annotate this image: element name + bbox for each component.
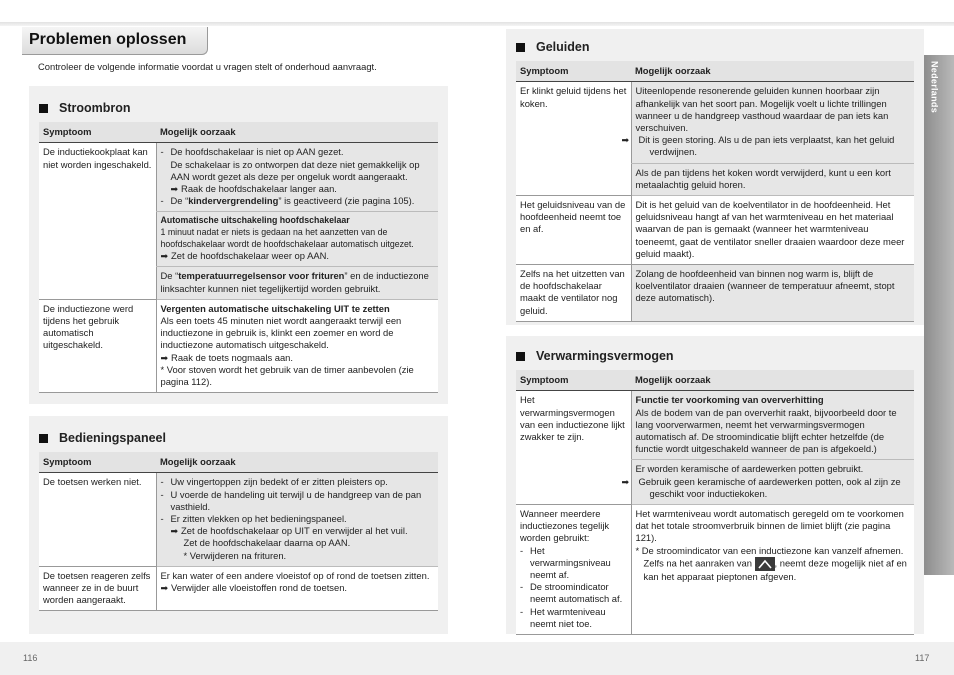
bedieningspaneel-table	[39, 452, 438, 611]
table-row	[516, 82, 914, 163]
section-heading: Bedieningspaneel	[39, 428, 438, 448]
cause-cell: Als de pan tijdens het koken wordt verwijderd, kunt u een kort metaalachtig geluid horen.	[631, 163, 914, 195]
geluiden-table	[516, 61, 914, 322]
square-bullet-icon	[39, 434, 48, 443]
square-bullet-icon	[39, 104, 48, 113]
col-cause: Mogelijk oorzaak	[156, 452, 438, 473]
cause-cell: Dit is het geluid van de koelventilator in de hoofdeenheid. Het geluidsniveau hangt af van het warmteniveau en het materiaal waarvan de pan is gemaakt (wanneer het warmteniveau toeneemt, gaat de ventilator sneller draaien waardoor deze meer geluid maakt).	[631, 196, 914, 265]
symptom-cell: De toetsen reageren zelfs wanneer ze in de buurt worden aangeraakt.	[39, 566, 156, 611]
section-geluiden	[506, 29, 924, 325]
col-symptom: Symptoom	[516, 370, 631, 391]
section-heading: Stroombron	[39, 98, 438, 118]
cause-cell: Er kan water of een andere vloeistof op of rond de toetsen zitten. ➡ Verwijder alle vloeistoffen rond de toetsen.	[156, 566, 438, 611]
table-row	[516, 265, 914, 322]
table-row	[516, 505, 914, 635]
title-tab	[22, 27, 208, 55]
square-bullet-icon	[516, 43, 525, 52]
section-verwarmingsvermogen	[506, 336, 924, 634]
arrow-right-icon: ➡	[170, 526, 179, 537]
col-cause: Mogelijk oorzaak	[156, 122, 438, 143]
symptom-cell: Het geluidsniveau van de hoofdeenheid neemt toe en af.	[516, 196, 631, 265]
arrow-right-icon: ➡	[170, 184, 179, 195]
table-row	[516, 391, 914, 460]
symptom-cell: De inductiezone werd tijdens het gebruik automatisch uitgeschakeld.	[39, 299, 156, 392]
cause-cell: Automatische uitschakeling hoofdschakelaar 1 minuut nadat er niets is gedaan na het aanzetten van de hoofdschakelaar wordt de hoofdschakelaar automatisch uitgezet. ➡ Zet de hoofdschakelaar weer op AAN.	[156, 212, 438, 267]
section-heading: Verwarmingsvermogen	[516, 346, 914, 366]
page-title: Problemen oplossen	[29, 31, 187, 48]
section-stroombron	[29, 86, 448, 404]
col-cause: Mogelijk oorzaak	[631, 370, 914, 391]
symptom-cell: Wanneer meerdere inductiezones tegelijk worden gebruikt: - Het verwarmingsniveau neemt af. - De stroomindicator neemt automatisch af. - Het warmteniveau neemt niet toe.	[516, 505, 631, 635]
square-bullet-icon	[516, 352, 525, 361]
verwarmingsvermogen-table	[516, 370, 914, 635]
arrow-right-icon: ➡	[160, 352, 169, 363]
footer-bar	[0, 642, 954, 675]
cause-cell: Functie ter voorkoming van oververhitting Als de bodem van de pan oververhit raakt, bijvoorbeeld door te lang voorverwarmen, neemt het verwarmingsvermogen automatisch af. De stroomindicatie blijft echter hetzelfde (de functie wordt uitgeschakeld wanneer de pan is afgekoeld.)	[631, 391, 914, 460]
table-row	[39, 566, 438, 611]
page-number-left: 116	[23, 653, 38, 663]
side-language-tab: Nederlands	[924, 55, 954, 575]
stroombron-table	[39, 122, 438, 393]
table-row	[516, 196, 914, 265]
section-bedieningspaneel	[29, 416, 448, 634]
cause-cell: - Uw vingertoppen zijn bedekt of er zitten pleisters op. - U voerde de handeling uit terwijl u de handgreep van de pan vasthield. - Er zitten vlekken op het bedieningspaneel. ➡ Zet de hoofdschakelaar op UIT en verwijder al het vuil. Zet de hoofdschakelaar daarna op AAN. * Verwijderen na frituren.	[156, 473, 438, 566]
symptom-cell: Er klinkt geluid tijdens het koken.	[516, 82, 631, 196]
col-cause: Mogelijk oorzaak	[631, 61, 914, 82]
table-row	[39, 299, 438, 392]
chevron-up-key-icon	[755, 557, 775, 571]
table-row	[39, 473, 438, 566]
cause-cell: Er worden keramische of aardewerken potten gebruikt. Gebruik geen keramische of aardewerken potten, ook al zijn ze geschikt voor inductiekoken.	[631, 460, 914, 505]
symptom-cell: Zelfs na het uitzetten van de hoofdschakelaar maakt de ventilator nog geluid.	[516, 265, 631, 322]
intro-text: Controleer de volgende informatie voordat u vragen stelt of onderhoud aanvraagt.	[38, 61, 377, 72]
top-rule	[0, 22, 954, 26]
symptom-cell: De inductiekookplaat kan niet worden ingeschakeld.	[39, 143, 156, 299]
cause-cell: Uiteenlopende resonerende geluiden kunnen hoorbaar zijn afhankelijk van het soort pan. Mogelijk voelt u lichte trillingen wanneer u de handgreep vasthoud waardaar de pan iets kan verschuiven. Dit is geen storing. Als u de pan iets verplaatst, kan het geluid verdwijnen.	[631, 82, 914, 163]
symptom-cell: De toetsen werken niet.	[39, 473, 156, 566]
col-symptom: Symptoom	[39, 452, 156, 473]
symptom-cell: Het verwarmingsvermogen van een inductiezone lijkt zwakker te zijn.	[516, 391, 631, 505]
table-row	[39, 143, 438, 212]
cause-cell: Vergenten automatische uitschakeling UIT te zetten Als een toets 45 minuten niet wordt aangeraakt terwijl een inductiezone in gebruik is, klinkt een zoemer en word de inductiezone automatisch uitgeschakeld. ➡ Raak de toets nogmaals aan. * Voor stoven wordt het gebruik van de timer aanbevolen (zie pagina 112).	[156, 299, 438, 392]
arrow-right-icon: ➡	[160, 583, 169, 594]
arrow-right-icon: ➡	[160, 251, 169, 262]
cause-cell: - De hoofdschakelaar is niet op AAN gezet. De schakelaar is zo ontworpen dat deze niet gemakkelijk op AAN wordt gezet als deze per ongeluk wordt aangeraakt. ➡ Raak de hoofdschakelaar langer aan. - De “kindervergrendeling” is geactiveerd (zie pagina 105).	[156, 143, 438, 212]
section-heading: Geluiden	[516, 37, 914, 57]
cause-cell: De “temperatuurregelsensor voor frituren” en de inductiezone linksachter kunnen niet tegelijkertijd worden gebruikt.	[156, 267, 438, 299]
cause-cell: Zolang de hoofdeenheid van binnen nog warm is, blijft de koelventilator draaien (wanneer de temperatuur afneemt, stopt deze automatisch).	[631, 265, 914, 322]
page-number-right: 117	[915, 653, 930, 663]
col-symptom: Symptoom	[516, 61, 631, 82]
cause-cell: Het warmteniveau wordt automatisch geregeld om te voorkomen dat het totale stroomverbruik binnen de limiet blijft (zie pagina 121). * De stroomindicator van een inductiezone kan vanzelf afnemen. Zelfs na het aanraken van , neemt deze mogelijk niet af en kan het apparaat pieptonen afgeven.	[631, 505, 914, 635]
col-symptom: Symptoom	[39, 122, 156, 143]
